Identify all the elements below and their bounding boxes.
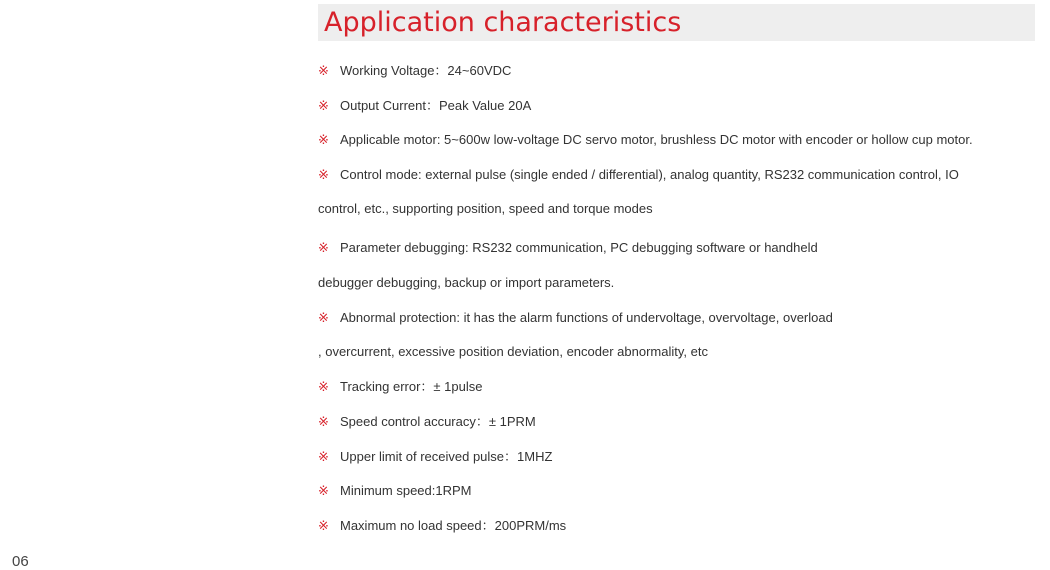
page-number: 06 [12,553,29,570]
spec-item-maximum-no-load-speed [318,518,566,534]
spec-item-text: Parameter debugging: RS232 communication, PC debugging software or handheld [340,240,818,255]
spec-item-output-current [318,98,531,114]
reference-mark-icon: ※ [318,483,329,498]
spec-item-text: , overcurrent, excessive position deviation, encoder abnormality, etc [318,344,708,359]
spec-item-text: Speed control accuracy：± 1PRM [340,414,536,429]
spec-item-abnormal-protection [318,310,833,326]
spec-item-text: Tracking error：± 1pulse [340,379,483,394]
reference-mark-icon: ※ [318,449,329,464]
section-title-bar [318,4,1035,41]
spec-item-text: debugger debugging, backup or import parameters. [318,275,615,290]
spec-item-tracking-error [318,379,482,395]
spec-item-text: Abnormal protection: it has the alarm functions of undervoltage, overvoltage, overload [340,310,833,325]
spec-item-upper-limit-pulse [318,449,552,465]
section-title: Application characteristics [324,7,682,38]
spec-item-text: Minimum speed:1RPM [340,483,472,498]
spec-item-speed-control-accuracy [318,414,536,430]
reference-mark-icon: ※ [318,310,329,325]
spec-item-minimum-speed [318,483,472,499]
spec-item-working-voltage [318,63,511,79]
spec-item-text: Upper limit of received pulse：1MHZ [340,449,553,464]
spec-item-parameter-debugging-continued [318,275,614,291]
reference-mark-icon: ※ [318,518,329,533]
spec-item-text: Maximum no load speed：200PRM/ms [340,518,567,533]
spec-item-text: Control mode: external pulse (single ended / differential), analog quantity, RS232 communication control, IO [340,167,959,182]
reference-mark-icon: ※ [318,379,329,394]
spec-item-applicable-motor [318,132,973,148]
reference-mark-icon: ※ [318,167,329,182]
spec-item-control-mode [318,167,959,183]
spec-item-abnormal-protection-continued [318,344,708,360]
reference-mark-icon: ※ [318,414,329,429]
spec-item-parameter-debugging [318,240,818,256]
reference-mark-icon: ※ [318,132,329,147]
reference-mark-icon: ※ [318,240,329,255]
spec-item-text: Applicable motor: 5~600w low-voltage DC servo motor, brushless DC motor with encoder or hollow cup motor. [340,132,973,147]
spec-item-text: Output Current：Peak Value 20A [340,98,532,113]
spec-item-text: control, etc., supporting position, speed and torque modes [318,201,653,216]
spec-item-text: Working Voltage：24~60VDC [340,63,512,78]
reference-mark-icon: ※ [318,98,329,113]
spec-item-control-mode-continued [318,201,653,217]
reference-mark-icon: ※ [318,63,329,78]
